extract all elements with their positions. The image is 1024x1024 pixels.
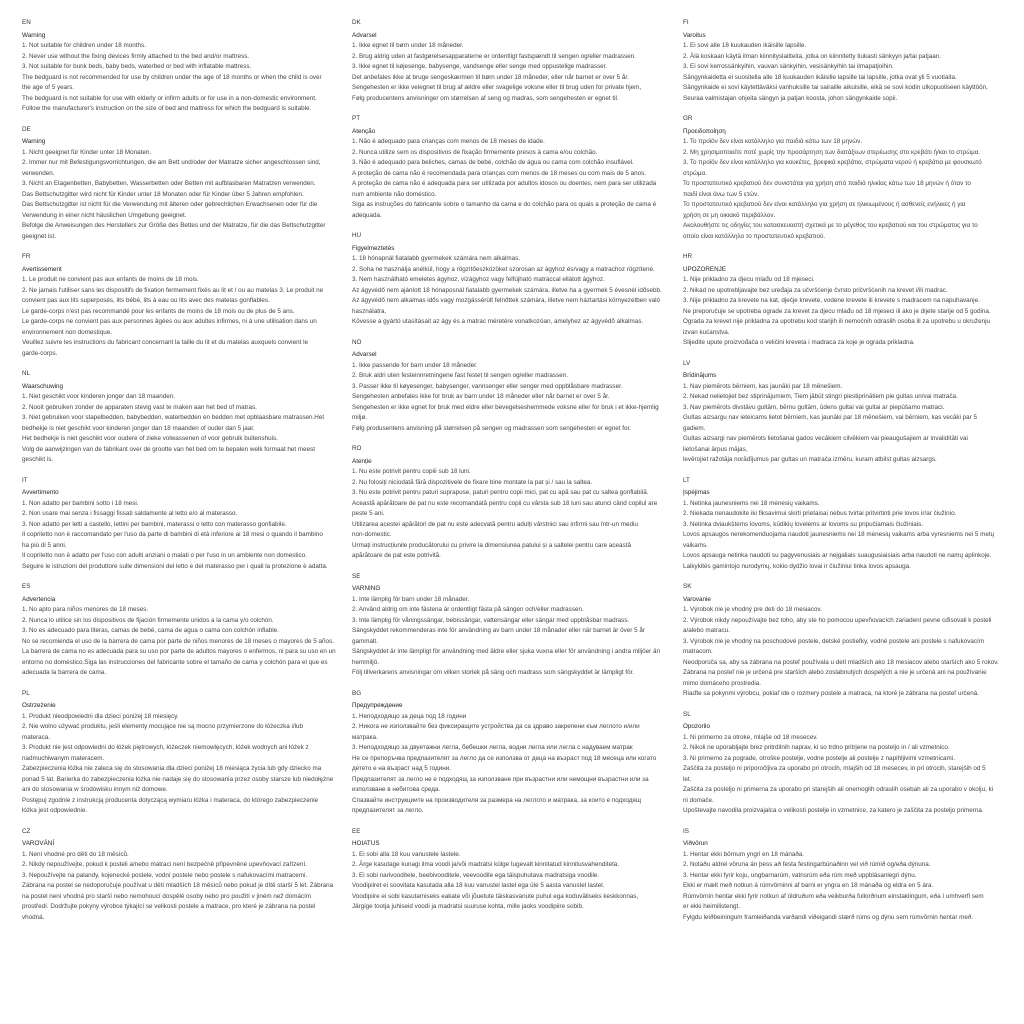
warning-section-fi [683, 18, 1001, 104]
warning-text-line: 3. Nicht an Etagenbetten, Babybetten, Wasserbetten oder Betten mit aufblasbaren Matratzen verwenden. [22, 180, 316, 187]
warning-section-dk [352, 18, 670, 104]
warning-text-line: 1. Hentar ekki börnum yngri en 18 mánaða. [683, 850, 805, 858]
warning-text-line: 3. Inte lämplig för våningssängar, bebissängar, vattensängar eller sängar med uppblåsbar madrass. [352, 616, 630, 624]
warning-text-line: er ekki heimilistengt. [683, 903, 741, 910]
warning-text-line: Laikykitės gamintojo nurodymų, kokio dydžio lovai ir čiužiniui tinka lovos apsauga. [683, 562, 911, 570]
warning-text-line: ha più di 5 anni. [22, 541, 67, 549]
warning-text-line: Seguire le istruzioni del produttore sulle dimensioni del letto e del materasso per i quali la protezione è adatta. [22, 562, 328, 570]
warning-text-line: Fylgdu leiðbeiningum framleiðanda varðandi viðeigandi stærð rúms og dýnu sem rúmvörnin hentar með. [683, 913, 974, 921]
warning-text-line: ni domače. [683, 796, 714, 804]
warning-text-line: Gultas aizsargu nav ieteicams lietot bērniem, kas jaunāki par 18 mēnešiem, vai bērniem, kas vecāki par 5 [683, 414, 977, 421]
warning-text-line: 2. Výrobok nikdy nepoužívajte bez toho, aby ste ho pomocou upevňovacích zariadení pevne cďisovali k posteli [683, 616, 992, 624]
warning-text-line: Seuraa valmistajan ohjeita sängyn ja patjan koosta, johon sängynkaide sopii. [683, 94, 898, 102]
warning-text-line: матрака. [352, 733, 378, 741]
warning-text-line: apărătoare de pat este potrivită. [352, 552, 441, 559]
warning-text-line: Zaščita za posteljo ni priporočljiva za uporabo pri otrocih, mlajših od 18 mesecev, in pri otrocih, starejših od 5 [683, 765, 986, 772]
warning-text-line: 2. Nooit gebruiken zonder de apparaten stevig vast te maken aan het bed of matras. [22, 403, 257, 411]
warning-section-sl [683, 710, 1001, 817]
warning-text-line: Følg producentens anvisninger om størrelsen af seng og madras, som sengehesten er egnet til. [352, 94, 619, 102]
warning-section-en [22, 18, 340, 115]
warning-text-line: mimo domáceho prostredia. [683, 679, 762, 687]
warning-text-line: Az ágyvédő nem ajánlott 18 hónaposnál fiatalabb gyermekek számára, illetve ha a gyermek 5 évesnél idősebb. [352, 286, 662, 294]
warning-text-line: verwenden. [22, 169, 55, 177]
warning-text-line: 1. Inte lämplig för barn under 18 månader. [352, 595, 470, 603]
warning-text-line: Az ágyvédő nem alkalmas idős vagy mozgássérült felnőttek számára, illetve nem háztartási környezetben való [352, 297, 660, 304]
warning-text-line: Ne preporučuje se upotreba ograde za krevet za djecu mlađu od 18 mjeseci ili ako je dijete starije od 5 godina. [683, 307, 991, 315]
warning-heading: Brīdinājums [683, 372, 717, 379]
warning-text-line: 1. Non adatto per bambini sotto i 18 mesi. [22, 499, 139, 507]
warning-text-line: geschikt is. [22, 456, 54, 463]
warning-text-line: Het bedhekje is niet geschikt voor oudere of zieke volwassenen of voor gebruik buitenshuis. [22, 435, 278, 442]
warning-text-line: Neodporúča sa, aby sa zábrana na posteľ používala u detí mladších ako 18 mesiacov alebo starších ako 5 rokov. [683, 658, 999, 666]
warning-text-line: Ekki er mælt með notkun á rúmvörninni af barni er yngra en 18 mánaða og eldra en 5 ára. [683, 882, 934, 889]
warning-text-line: 1. Niet geschikt voor kinderen jonger dan 18 maanden. [22, 393, 175, 400]
warning-text-line: 2. Nie wolno używać produktu, jeśli elementy mocujące nie są mocno przymierzone do łóżeczka i/lub [22, 723, 304, 730]
language-code: BG [352, 689, 362, 697]
warning-text-line: 2. Älä koskaan käytä ilman kiinnityslaitteita, jotka on kiinnitetty tiukasti sänkyyn ja/tai patjaan. [683, 52, 941, 60]
warning-text-line: a/alebo matracu. [683, 627, 730, 634]
warning-heading: Ostrzeżenie [22, 702, 56, 709]
warning-text-line: 3. Nu este potrivit pentru paturi suprapuse, paturi pentru copii mici, pat cu apă sau pat cu saltea gonflabilă. [352, 489, 649, 496]
warning-text-line: 1. Výrobok nie je vhodný pre deti do 18 mesiacov. [683, 606, 822, 613]
warning-text-line: geeignet ist. [22, 232, 56, 240]
warning-text-line: детето е на възраст над 5 години. [352, 765, 451, 772]
language-code: LT [683, 476, 690, 484]
warning-text-line: Zábrana na postel se nedoporučuje používat u dětí mladších 18 měsíců nebo pokud je dítě starší 5 let. Zábrana [22, 882, 334, 889]
warning-text-line: 2. Immer nur mit Befestigungsvorrichtungen, die am Bett und/oder der Matratze sicher angeschlossen sind, [22, 159, 321, 166]
warning-text-line: 3. Produkt nie jest odpowiedni do łóżek piętrowych, łóżeczek niemowlęcych, łóżek wodnych ani łóżek z [22, 744, 309, 751]
warning-text-line: 2. Μη χρησιμοποιείτε ποτέ χωρίς την προσάρτηση των διατάξεων στερέωσης στο κρεβάτι ή/και το στρώμα. [683, 148, 981, 156]
warning-section-it [22, 476, 340, 573]
warning-text-line: 1. 18 hónapnál fiatalabb gyermekek számára nem alkalmas. [352, 255, 521, 262]
warning-text-line: na postel není vhodná pro starší nebo nemohoucí dospělé osoby nebo pro použití v jiném než domácím [22, 892, 312, 900]
language-code: NO [352, 338, 362, 346]
language-code: SL [683, 710, 691, 718]
warning-text-line: παιδί είναι άνω των 5 ετών. [683, 190, 760, 198]
warning-text-line: lietošanai ārpus mājas, [683, 445, 748, 453]
warning-heading: Atenție [352, 457, 372, 465]
warning-text-line: 2. Nunca lo utilice sin los dispositivos de fijación firmemente unidos a la cama y/o colchón. [22, 616, 274, 624]
language-code: LV [683, 359, 691, 367]
warning-text-line: łóżka jest odpowiednie. [22, 807, 88, 814]
language-code: SE [352, 572, 361, 580]
warning-section-cz [22, 827, 340, 924]
warning-text-line: Upoštevajte navodila proizvajalca o velikosti postelje in vzmetnice, za katero je zaščita za posteljo primerna. [683, 807, 984, 814]
warning-section-es [22, 582, 340, 679]
language-code: DK [352, 19, 361, 26]
warning-text-line: Follow the manufacturer's instruction on the size of bed and mattress for which the bedguard is suitable. [22, 105, 312, 112]
warning-text-line: Postępuj zgodnie z instrukcją producenta dotyczącą wymiaru łóżka i materaca, do którego zabezpieczenie [22, 796, 319, 804]
warning-section-ee [352, 827, 670, 913]
warning-text-line: Το προστατευτικό κρεβατιού δεν είναι κατάλληλο για χρήση σε ηλικιωμένους ή ασθενείς ενήλικες ή για [683, 201, 966, 208]
warning-text-line: Lovos apsaugos nerekomenduojama naudoti jaunesniems nei 18 mėnesių vaikams arba vyresniems nei 5 metų [683, 531, 995, 538]
warning-heading: VARNING [352, 585, 381, 592]
warning-text-line: Sängynkaidetta ei suositella alle 18 kuukauden ikäisille lapsille tai lapsille, jotka ovat yli 5 vuotiaita. [683, 73, 957, 81]
warning-text-line: Il copriletto non è adatto per l'uso con adulti anziani o malati o per l'uso in un ambiente non domestico. [22, 552, 307, 559]
warning-text-line: non-domestic. [352, 531, 392, 538]
warning-text-line: 2. Nikoli ne uporabljajte brez pritrdilnih naprav, ki so trdno pritrjene na posteljo in / ali vzmetnico. [683, 744, 950, 751]
warning-text-line: Veuillez suivre les instructions du fabricant concernant la taille du lit et du matelas auxquels convient le [22, 339, 308, 346]
warning-text-line: 1. Le produit ne convient pas aux enfants de moins de 18 mois. [22, 276, 199, 283]
warning-text-line: Sängskyddet rekommenderas inte för användning av barn under 18 månader eller när barnet är över 5 år [352, 627, 645, 634]
warning-text-line: gammalt. [352, 637, 378, 645]
warning-text-line: 1. Ni primerno za otroke, mlajše od 18 mesecev. [683, 733, 818, 741]
warning-text-line: let. [683, 775, 692, 783]
warning-heading: Viðvörun [683, 840, 708, 847]
warning-heading: Advertencia [22, 595, 56, 603]
warning-text-line: Det anbefales ikke at bruge sengeskærmen til børn under 18 måneder, eller når barnet er over 5 år. [352, 73, 629, 81]
warning-text-line: 1. Nu este potrivit pentru copiii sub 18 luni. [352, 468, 471, 475]
warning-text-line: Предпазителят за легло не е подходящ за използване при възрастни или немощни възрастни или за [352, 775, 649, 783]
warning-text-line: 3. Not suitable for bunk beds, baby beds, waterbed or bed with inflatable mattress. [22, 63, 252, 70]
warning-text-line: 2. Ne jamais l'utiliser sans les dispositifs de fixation fermement fixés au lit et / ou au matelas 3. Le produit ne [22, 286, 324, 294]
language-code: HU [352, 232, 362, 239]
warning-text-line: convient pas aux lits superposés, lits bébé, lits à eau ou lits avec des matelas gonflables. [22, 297, 270, 304]
warning-heading: UPOZORENJE [683, 265, 727, 273]
warning-text-line: entorno no doméstico.Siga las instrucciones del fabricante sobre el tamaño de cama y colchón para el que es [22, 658, 328, 666]
warning-heading: Advarsel [352, 31, 377, 39]
language-code: IT [22, 476, 28, 484]
warning-text-line: Verwendung in einer nicht häuslichen Umgebung geeignet. [22, 211, 187, 219]
warning-section-lt [683, 476, 1001, 573]
warning-text-line: bedhekje is niet geschikt voor kinderen jonger dan 18 maanden of ouder dan 5 jaar. [22, 424, 255, 432]
warning-section-is [683, 827, 1001, 924]
warning-text-line: Slijedite upute proizvođača o veličini kreveta i madraca za koje je ograda prikladna. [683, 339, 915, 346]
warning-section-pl [22, 689, 340, 817]
column-2 [352, 18, 670, 923]
warning-text-line: 1. Není vhodné pro děti do 18 měsíců. [22, 850, 129, 858]
warning-text-line: 2. Nunca utilize sem os dispositivos de fixação firmemente presos à cama e/ou colchão. [352, 148, 598, 156]
warning-heading: Įspėjimas [683, 489, 710, 496]
warning-section-fr [22, 252, 340, 359]
warning-text-line: 1. No apto para niños menores de 18 meses. [22, 606, 149, 613]
warning-text-line: The bedguard is not recommended for use by children under the age of 18 months or when the child is over [22, 73, 322, 81]
warning-heading: HOIATUS [352, 840, 380, 847]
warning-section-lv [683, 359, 1001, 466]
warning-text-line: 2. Nikad ne upotrebljavajte bez uređaja za učvršćenje čvrsto pričvršćenih na krevet i/ili madrac. [683, 286, 948, 294]
warning-text-line: 3. Nepoužívejte na palandy, kojenecké postele, vodní postele nebo postele s nafukovacími matracemi. [22, 871, 308, 879]
warning-text-line: Sengehesten er ikke egnet for bruk med eldre eller bevegelseshemmede voksne eller for bruk i et ikke-hjemlig [352, 403, 659, 411]
warning-heading: Varovanie [683, 595, 711, 603]
warning-text-line: 3. Ei sobi narivooditele, beebivooditele, veevoodile ega täispuhutava madratsiga voodile. [352, 871, 600, 879]
warning-text-line: 1. Nicht geeignet für Kinder unter 18 Monaten. [22, 148, 152, 156]
warning-text-line: 1. Ei sobi alla 18 kuu vanustele lastele. [352, 850, 461, 858]
language-code: CZ [22, 827, 31, 835]
warning-heading: Предупреждение [352, 702, 403, 709]
warning-text-line: gadiem. [683, 424, 706, 432]
language-code: IS [683, 827, 689, 835]
warning-text-line: 2. Nu folosiți niciodată fără dispozitivele de fixare bine montate la pat și / sau la saltea. [352, 478, 593, 486]
warning-text-line: 2. Никога не използвайте без фиксиращите устройства да са здраво закрепени към леглото и/или [352, 723, 640, 730]
warning-text-line: prostředí. Dodržujte pokyny výrobce týkající se velikosti postele a matrace, pro které je zábrana na postel [22, 903, 316, 910]
warning-text-line: Lovos apsauga netinka naudoti su pagyvenusiais ar neįgaliais suaugusiaisiais arba naudoti ne namų aplinkoje. [683, 552, 992, 559]
warning-text-line: Sängynkaide ei sovi käytettäväksi vanhuksille tai sairaille aikuisille, eikä se sovi kodin ulkopuoliseen käyttöön, [683, 84, 988, 91]
warning-heading: Varoitus [683, 31, 706, 39]
warning-text-line: ani do stosowania w środowisku innym niż domowe. [22, 786, 168, 793]
warning-text-line: Siga as instruções do fabricante sobre o tamanho da cama e do colchão para os quais a proteção de cama é [352, 201, 657, 208]
warning-text-line: Gultas aizsargi nav piemērots lietošanai gados vecākiem cilvēkiem vai pieaugušajiem ar invaliditāti vai [683, 435, 968, 442]
warning-text-line: adequada. [352, 211, 382, 219]
warning-text-line: Voodipiiret ei soovitata kasutada alla 18 kuu vanustel lastel ega üle 5 aasta vanustel lastel. [352, 882, 605, 889]
warning-text-line: 3. Non adatto per letti a castello, lettini per bambini, materassi o letto con materasso gonfiabile. [22, 520, 287, 528]
warning-text-line: A proteção de cama não é recomendada para crianças com menos de 18 meses ou com mais de 5 anos. [352, 169, 647, 177]
warning-text-line: στρώμα. [683, 169, 707, 177]
language-code: PT [352, 115, 361, 122]
warning-text-line: adecuada la barrera de cama. [22, 669, 107, 676]
warning-text-line: 2. Nikdy nepoužívejte, pokud k posteli a/nebo matraci není bezpečně připevněné upevňovací zařízení. [22, 861, 307, 868]
warning-text-line: използване в небитова среда. [352, 786, 441, 793]
warning-text-line: 3. Ikke egnet til køjesenge, babysenge, vandsenge eller senge med oppustelige madrasser. [352, 63, 608, 70]
warning-text-line: Această apărătoare de pat nu este recomandată pentru copii cu vârsta sub 18 luni sau atunci când copilul are [352, 499, 658, 507]
warning-text-line: Le garde-corps n'est pas recommandé pour les enfants de moins de 18 mois ou de plus de 5 ans. [22, 307, 295, 315]
warning-text-line: 3. Výrobok nie je vhodný na poschodové postele, detské postieľky, vodné postele ani postele s nafukovacím [683, 637, 985, 645]
warning-text-line: Das Bettschutzgitter wird nicht für Kinder unter 18 Monaten oder für Kinder über 5 Jahren empfohlen. [22, 190, 304, 198]
warning-text-line: 3. Ni primerno za pograde, otroške postelje, vodne postelje ali postelje z napihljivimi vzmetnicami. [683, 754, 955, 762]
warning-text-line: 3. Netinka dviaukštėms lovoms, kūdikių lovelėms ar lovoms su pripučiamais čiužiniais. [683, 520, 924, 528]
warning-text-line: 2. Notaðu aldrei vöruna án þess að festa festingarbúnaðinn vel við rúmið og/eða dýnuna. [683, 861, 931, 868]
warning-text-line: hemmiljö. [352, 658, 379, 666]
language-code: FR [22, 253, 31, 260]
warning-text-line: 2. Non usare mai senza i fissaggi fissati saldamente al letto e/o al materasso. [22, 510, 238, 517]
warning-text-line: Το προστατευτικό κρεβατιού δεν συνιστάται για χρήση από παιδιά ηλικίας κάτω των 18 μηνών ή όταν το [683, 180, 971, 187]
warning-text-line: предпазителят за легло. [352, 807, 424, 814]
warning-text-line: 2. Soha ne használja anélkül, hogy a rögzítőeszközöket szorosan az ágyhoz és/vagy a matrachoz rögzítené. [352, 265, 655, 273]
warning-heading: Atenção [352, 127, 376, 135]
warning-heading: Advarsel [352, 351, 377, 358]
language-code: GR [683, 115, 693, 122]
warning-text-line: 1. Não é adequado para crianças com menos de 18 meses de idade. [352, 138, 545, 145]
warning-text-line: vhodná. [22, 913, 45, 921]
warning-text-line: Følg produsentens anvisning på størrelsen på sengen og madrassen som sengehesten er egnet for. [352, 424, 631, 432]
warning-section-pt [352, 114, 670, 221]
column-1 [22, 18, 340, 933]
warning-heading: Avvertimento [22, 489, 59, 496]
warning-heading: Figyelmeztetés [352, 244, 395, 252]
warning-text-line: használatra, [352, 307, 387, 315]
language-code: SK [683, 583, 692, 590]
warning-text-line: A proteção de cama não é adequada para ser utilizada por adultos idosos ou doentes, nem para ser utilizada [352, 180, 657, 187]
warning-text-line: Ακολουθήστε τις οδηγίες του κατασκευαστή σχετικά με το μέγεθος του κρεβατιού και του στρώματος για το [683, 222, 978, 229]
warning-section-hr [683, 252, 1001, 349]
warning-heading: Warning [22, 31, 46, 39]
warning-text-line: materaca. [22, 733, 50, 741]
warning-text-line: Zábrana na posteľ nie je určená pre starších alebo zoslabnutých dospelých a nie je určená ani na používanie [683, 669, 987, 676]
warning-text-line: 1. Not suitable for children under 18 months. [22, 42, 146, 49]
warning-text-line: χρήση σε μη οικιακό περιβάλλον. [683, 211, 776, 219]
warning-text-line: 1. Nije prikladno za djecu mlađu od 18 mjeseci. [683, 276, 815, 283]
warning-text-line: Ograda za krevet nije prikladna za upotrebu kod starijih ili nemoćnih odraslih osoba ili za upotrebu u okruženju [683, 318, 990, 325]
warning-text-line: 3. Nav piemērots divstāvu gultām, bērnu gultām, ūdens gultai vai gultai ar piepūšamo matraci. [683, 403, 945, 411]
warning-text-line: garde-corps. [22, 349, 58, 357]
warning-section-bg [352, 689, 670, 817]
warning-text-line: ponad 5 lat. Barierka do zabezpieczenia łóżka nie nadaje się do stosowania przez osoby starsze lub niedołężne [22, 775, 334, 783]
warning-text-line: 3. Hentar ekki fyrir koju, ungbarnarúm, vatnsrúm eða rúm með uppblásanlegri dýnu. [683, 871, 917, 879]
warning-section-no [352, 338, 670, 435]
warning-text-line: 1. Ikke egnet til børn under 18 måneder. [352, 42, 464, 49]
warning-text-line: 2. Niekada nenaudokite iki fiksavimui skirti prietaisai nebus tvirtai pritvirtinti prie lovos ir/ar čiužinio. [683, 510, 957, 517]
warning-text-line: vaikams. [683, 541, 708, 549]
warning-text-line: Utilizarea acestei apărători de pat nu este adecvată pentru adulți vârstnici sau infirmi sau într-un mediu [352, 520, 638, 528]
warning-text-line: 1. Produkt nieodpowiedni dla dzieci poniżej 18 miesięcy. [22, 712, 179, 720]
warning-text-line: 2. Never use without the fixing devices firmly attached to the bed and/or mattress. [22, 52, 250, 60]
warning-text-line: num ambiente não doméstico. [352, 190, 437, 198]
warning-text-line: Sengehesten er ikke velegnet til brug af ældre eller svagelige voksne eller til brug uden for private hjem, [352, 84, 642, 91]
warning-text-line: 3. Nije prikladno za krevete na kat, dječje krevete, vodene krevete ili krevete s madracem na napuhavanje. [683, 297, 980, 304]
warning-text-line: Le garde-corps ne convient pas aux personnes âgées ou aux adultes infirmes, ni à une utilisation dans un [22, 318, 317, 325]
warning-text-line: 1. Nav piemērots bērniem, kas jaunāki par 18 mēnešiem. [683, 382, 843, 390]
warning-text-line: Sängskyddet är inte lämpligt för användning med äldre eller sjuka vuxna eller för användning i andra miljöer än [352, 648, 661, 655]
warning-text-line: nadmuchiwanym materacem. [22, 754, 105, 762]
warning-text-line: 1. Το προϊόν δεν είναι κατάλληλο για παιδιά κάτω των 18 μηνών. [683, 138, 863, 145]
warning-text-line: 1. Ikke passende for barn under 18 måneder. [352, 361, 478, 369]
warning-text-line: 3. Niet gebruiken voor stapelbedden, babybedden, waterbedden en bedden met opblaasbare matrassen.Het [22, 414, 325, 421]
warning-text-line: Das Bettschutzgitter ist nicht für die Verwendung mit älteren oder gebrechlichen Erwachsenen oder für die [22, 201, 318, 208]
warning-heading: Waarschuwing [22, 382, 64, 390]
warning-text-line: miljø. [352, 414, 368, 421]
warning-heading: VAROVÁNÍ [22, 840, 55, 847]
language-code: EN [22, 19, 31, 26]
warning-heading: Warning [22, 138, 46, 145]
warning-text-line: 2. Brug aldrig uden at fastgørelsesapparaterne er ordentligt fastspændt til sengen og/eller madrassen. [352, 52, 636, 60]
warning-text-line: 2. Bruk aldri uten festeinnretningene fast festet til sengen og/eller madrassen. [352, 372, 568, 379]
warning-text-line: 1. Netinka jaunesniems nei 18 mėnesių vaikams. [683, 499, 820, 507]
warning-text-line: matracom. [683, 648, 713, 655]
warning-text-line: 3. No es adecuado para literas, camas de bebé, cama de agua o cama con colchón inflable. [22, 627, 279, 634]
warning-text-line: 2. Ärge kasutage kunagi ilma voodi ja/või madratsi külge tugevalt kinnitatud kinnitusvahenditeta. [352, 861, 620, 868]
warning-text-line: οποίο είναι κατάλληλο το προστατευτικό κρεβατιού. [683, 232, 826, 240]
warning-text-line: Zaščita za posteljo ni primerna za uporabo pri starejših ali onemoglih odraslih osebah ali za uporabo v okolju, ki [683, 786, 994, 793]
warning-text-line: levērojiet ražotāja norādījumus par gultas un matrača izmēru, kuram atbilst gultas aizsargs. [683, 456, 937, 463]
warning-text-line: Il copriletto non è raccomandato per l'uso da parte di bambini di età inferiore ai 18 mesi o quando il bambino [22, 531, 323, 538]
warning-text-line: 1. Неподходящо за деца под 18 години [352, 712, 467, 720]
warning-text-line: Järgige tootja juhiseid voodi ja madratsi suuruse kohta, mille jaoks voodipiire sobib. [352, 903, 584, 910]
warning-text-line: No se recomienda el uso de la barrera de cama por parte de niños menores de 18 meses o mayores de 5 años. [22, 637, 334, 645]
warning-text-line: 2. Använd aldrig om inte fästena är ordentligt fästa på sängen och/eller madrassen. [352, 606, 584, 613]
warning-text-line: 3. Nem használható emeletes ágyhoz, vízágyhoz vagy felfújható matraccal ellátott ágyhoz. [352, 276, 605, 283]
warning-text-line: the age of 5 years. [22, 84, 75, 91]
warning-text-line: environnement non domestique. [22, 328, 112, 336]
warning-text-line: 3. Неподходящо за двуетажни легла, бебешки легла, водни легла или легла с надуваем матрак [352, 744, 633, 751]
warning-section-sk [683, 582, 1001, 700]
warning-section-se [352, 572, 670, 679]
warning-text-line: La barrera de cama no es adecuada para su uso por parte de adultos mayores o enfermos, ni para su uso en un [22, 648, 336, 655]
warning-text-line: 2. Nekad nelietojiet bez stiprinājumiem, Tiem jābūt stingri piestiprinātiem pie gultas un/vai matrača. [683, 393, 958, 400]
warning-section-hu [352, 231, 670, 328]
warning-section-gr [683, 114, 1001, 242]
language-code: DE [22, 125, 31, 133]
warning-text-line: Voodipiire ei sobi kasutamiseks eakate või jõuetute täiskasvanute puhul ega koduväliseks keskkonnas, [352, 892, 639, 900]
language-code: FI [683, 19, 689, 26]
warning-text-line: Rúmvörnin hentar ekki fyrir notkun af öldruðum eða veikburða fullorðnum einstaklingum, eða í umhverfi sem [683, 892, 984, 900]
language-code: NL [22, 370, 31, 377]
warning-section-nl [22, 369, 340, 466]
warning-text-line: Följ tillverkarens anvisningar om vilken storlek på säng och madrass som sängskyddet är lämpligt för. [352, 669, 635, 676]
warning-text-line: 1. Ei sovi alle 18 kuukauden ikäisille lapsille. [683, 42, 807, 49]
warning-section-ro [352, 444, 670, 562]
warning-text-line: Zabezpieczenia łóżka nie zaleca się do stosowania dla dzieci poniżej 18 miesiąca życia lub gdy dziecko ma [22, 765, 322, 772]
warning-text-line: peste 5 ani. [352, 510, 385, 517]
warning-text-line: 3. Το προϊόν δεν είναι κατάλληλο για κουκέτες, βρεφικά κρεβάτια, στρώματα νερού ή κρεβάτια με φουσκωτό [683, 159, 982, 166]
warning-heading: Opozorilo [683, 723, 710, 730]
warning-section-de [22, 125, 340, 243]
warning-text-line: Riaďte sa pokynmi výrobcu, pokiaľ ide o rozmery postele a matraca, na ktoré je zábrana na posteľ určená. [683, 690, 979, 697]
warning-text-line: Volg de aanwijzingen van de fabrikant over de grootte van het bed om te bepalen welk formaat het meest [22, 445, 315, 453]
warning-text-line: Urmați instrucțiunile producătorului cu privire la dimensiunea patului și a saltelei pentru care această [352, 541, 631, 549]
warning-text-line: Kövesse a gyártó utasításait az ágy és a matrac méretére vonatkozóan, amelyhez az ágyvédő alkalmas. [352, 318, 644, 325]
language-code: RO [352, 445, 362, 452]
column-3 [683, 18, 1001, 933]
warning-text-line: 3. Ei sovi kerrossänkyihin, vauvan sänkyihin, vesisänkyihin tai ilmapatjoihin. [683, 63, 894, 70]
warning-heading: Avertissement [22, 265, 62, 273]
warning-text-line: Спазвайте инструкциите на производителя за размера на леглото и матрака, за които е подходящ [352, 796, 641, 804]
warning-heading: Προειδοποίηση [683, 127, 726, 135]
warning-text-line: Befolge die Anweisungen des Herstellers zur Größe des Bettes und der Matratze, für die das Bettschutzgitter [22, 222, 326, 229]
language-code: HR [683, 253, 693, 260]
warning-text-line: Sengehesten anbefales ikke for bruk av barn under 18 måneder eller når barnet er over 5 år. [352, 393, 610, 400]
warning-text-line: Не се препоръчва предпазителят за легло да се използва от деца на възраст под 18 месеца или когато [352, 754, 657, 762]
warning-text-line: 3. Não é adequado para beliches, camas de bebé, colchão de água ou cama com colchão insuflável. [352, 159, 634, 166]
language-code: PL [22, 689, 30, 697]
language-code: ES [22, 583, 31, 590]
language-code: EE [352, 827, 361, 835]
warning-text-line: 3. Passer ikke til køyesenger, babysenger, vannsenger eller senger med oppblåsbare madrasser. [352, 382, 623, 390]
warning-text-line: The bedguard is not suitable for use with elderly or infirm adults or for use in a non-domestic environment. [22, 94, 317, 102]
warning-text-line: izvan kućanstva. [683, 328, 730, 336]
